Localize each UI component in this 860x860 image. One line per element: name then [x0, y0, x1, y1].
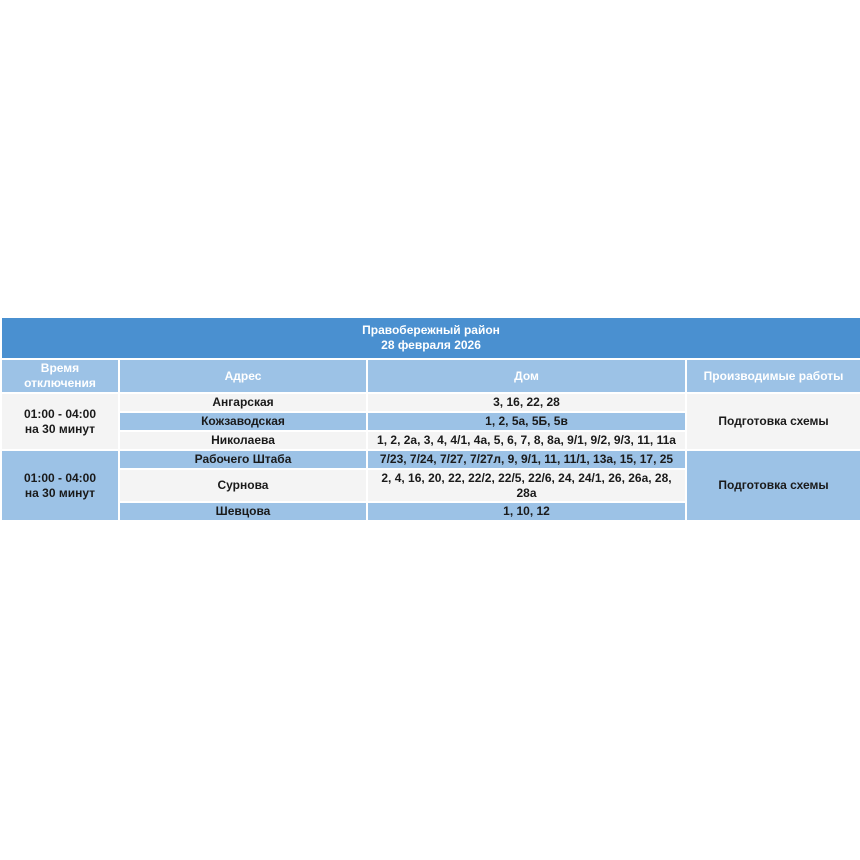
- outage-time-range: 01:00 - 04:00: [23, 470, 97, 485]
- houses-cell: 1, 2, 5а, 5Б, 5в: [367, 412, 686, 431]
- street-cell: Кожзаводская: [119, 412, 367, 431]
- column-header-address: Адрес: [119, 359, 367, 393]
- houses-cell: 7/23, 7/24, 7/27, 7/27л, 9, 9/1, 11, 11/1, 13а, 15, 17, 25: [367, 450, 686, 469]
- works-cell: Подготовка схемы: [686, 393, 860, 450]
- outage-time-cell: [1, 393, 119, 450]
- column-header-works: Производимые работы: [686, 359, 860, 393]
- table-row: [1, 393, 860, 412]
- outage-time-cell: [1, 450, 119, 521]
- street-cell: Ангарская: [119, 393, 367, 412]
- column-header-house: Дом: [367, 359, 686, 393]
- table-row: [1, 450, 860, 469]
- street-cell: Николаева: [119, 431, 367, 450]
- outage-duration: на 30 минут: [24, 485, 96, 500]
- column-header-time: Время отключения: [1, 359, 119, 393]
- street-cell: Шевцова: [119, 502, 367, 521]
- outage-schedule-table: [0, 316, 860, 522]
- table-header-row: [1, 359, 860, 393]
- table-title: [1, 317, 860, 359]
- houses-cell: 2, 4, 16, 20, 22, 22/2, 22/5, 22/6, 24, 24/1, 26, 26а, 28, 28а: [367, 469, 686, 502]
- table-title-row: [1, 317, 860, 359]
- outage-time-range: 01:00 - 04:00: [23, 406, 97, 421]
- district-name: Правобережный район: [362, 323, 500, 337]
- street-cell: Сурнова: [119, 469, 367, 502]
- works-cell: Подготовка схемы: [686, 450, 860, 521]
- houses-cell: 3, 16, 22, 28: [367, 393, 686, 412]
- street-cell: Рабочего Штаба: [119, 450, 367, 469]
- outage-duration: на 30 минут: [24, 421, 96, 436]
- houses-cell: 1, 2, 2а, 3, 4, 4/1, 4а, 5, 6, 7, 8, 8а, 9/1, 9/2, 9/3, 11, 11а: [367, 431, 686, 450]
- houses-cell: 1, 10, 12: [367, 502, 686, 521]
- outage-date: 28 февраля 2026: [381, 338, 481, 352]
- outage-table-container: [0, 316, 860, 522]
